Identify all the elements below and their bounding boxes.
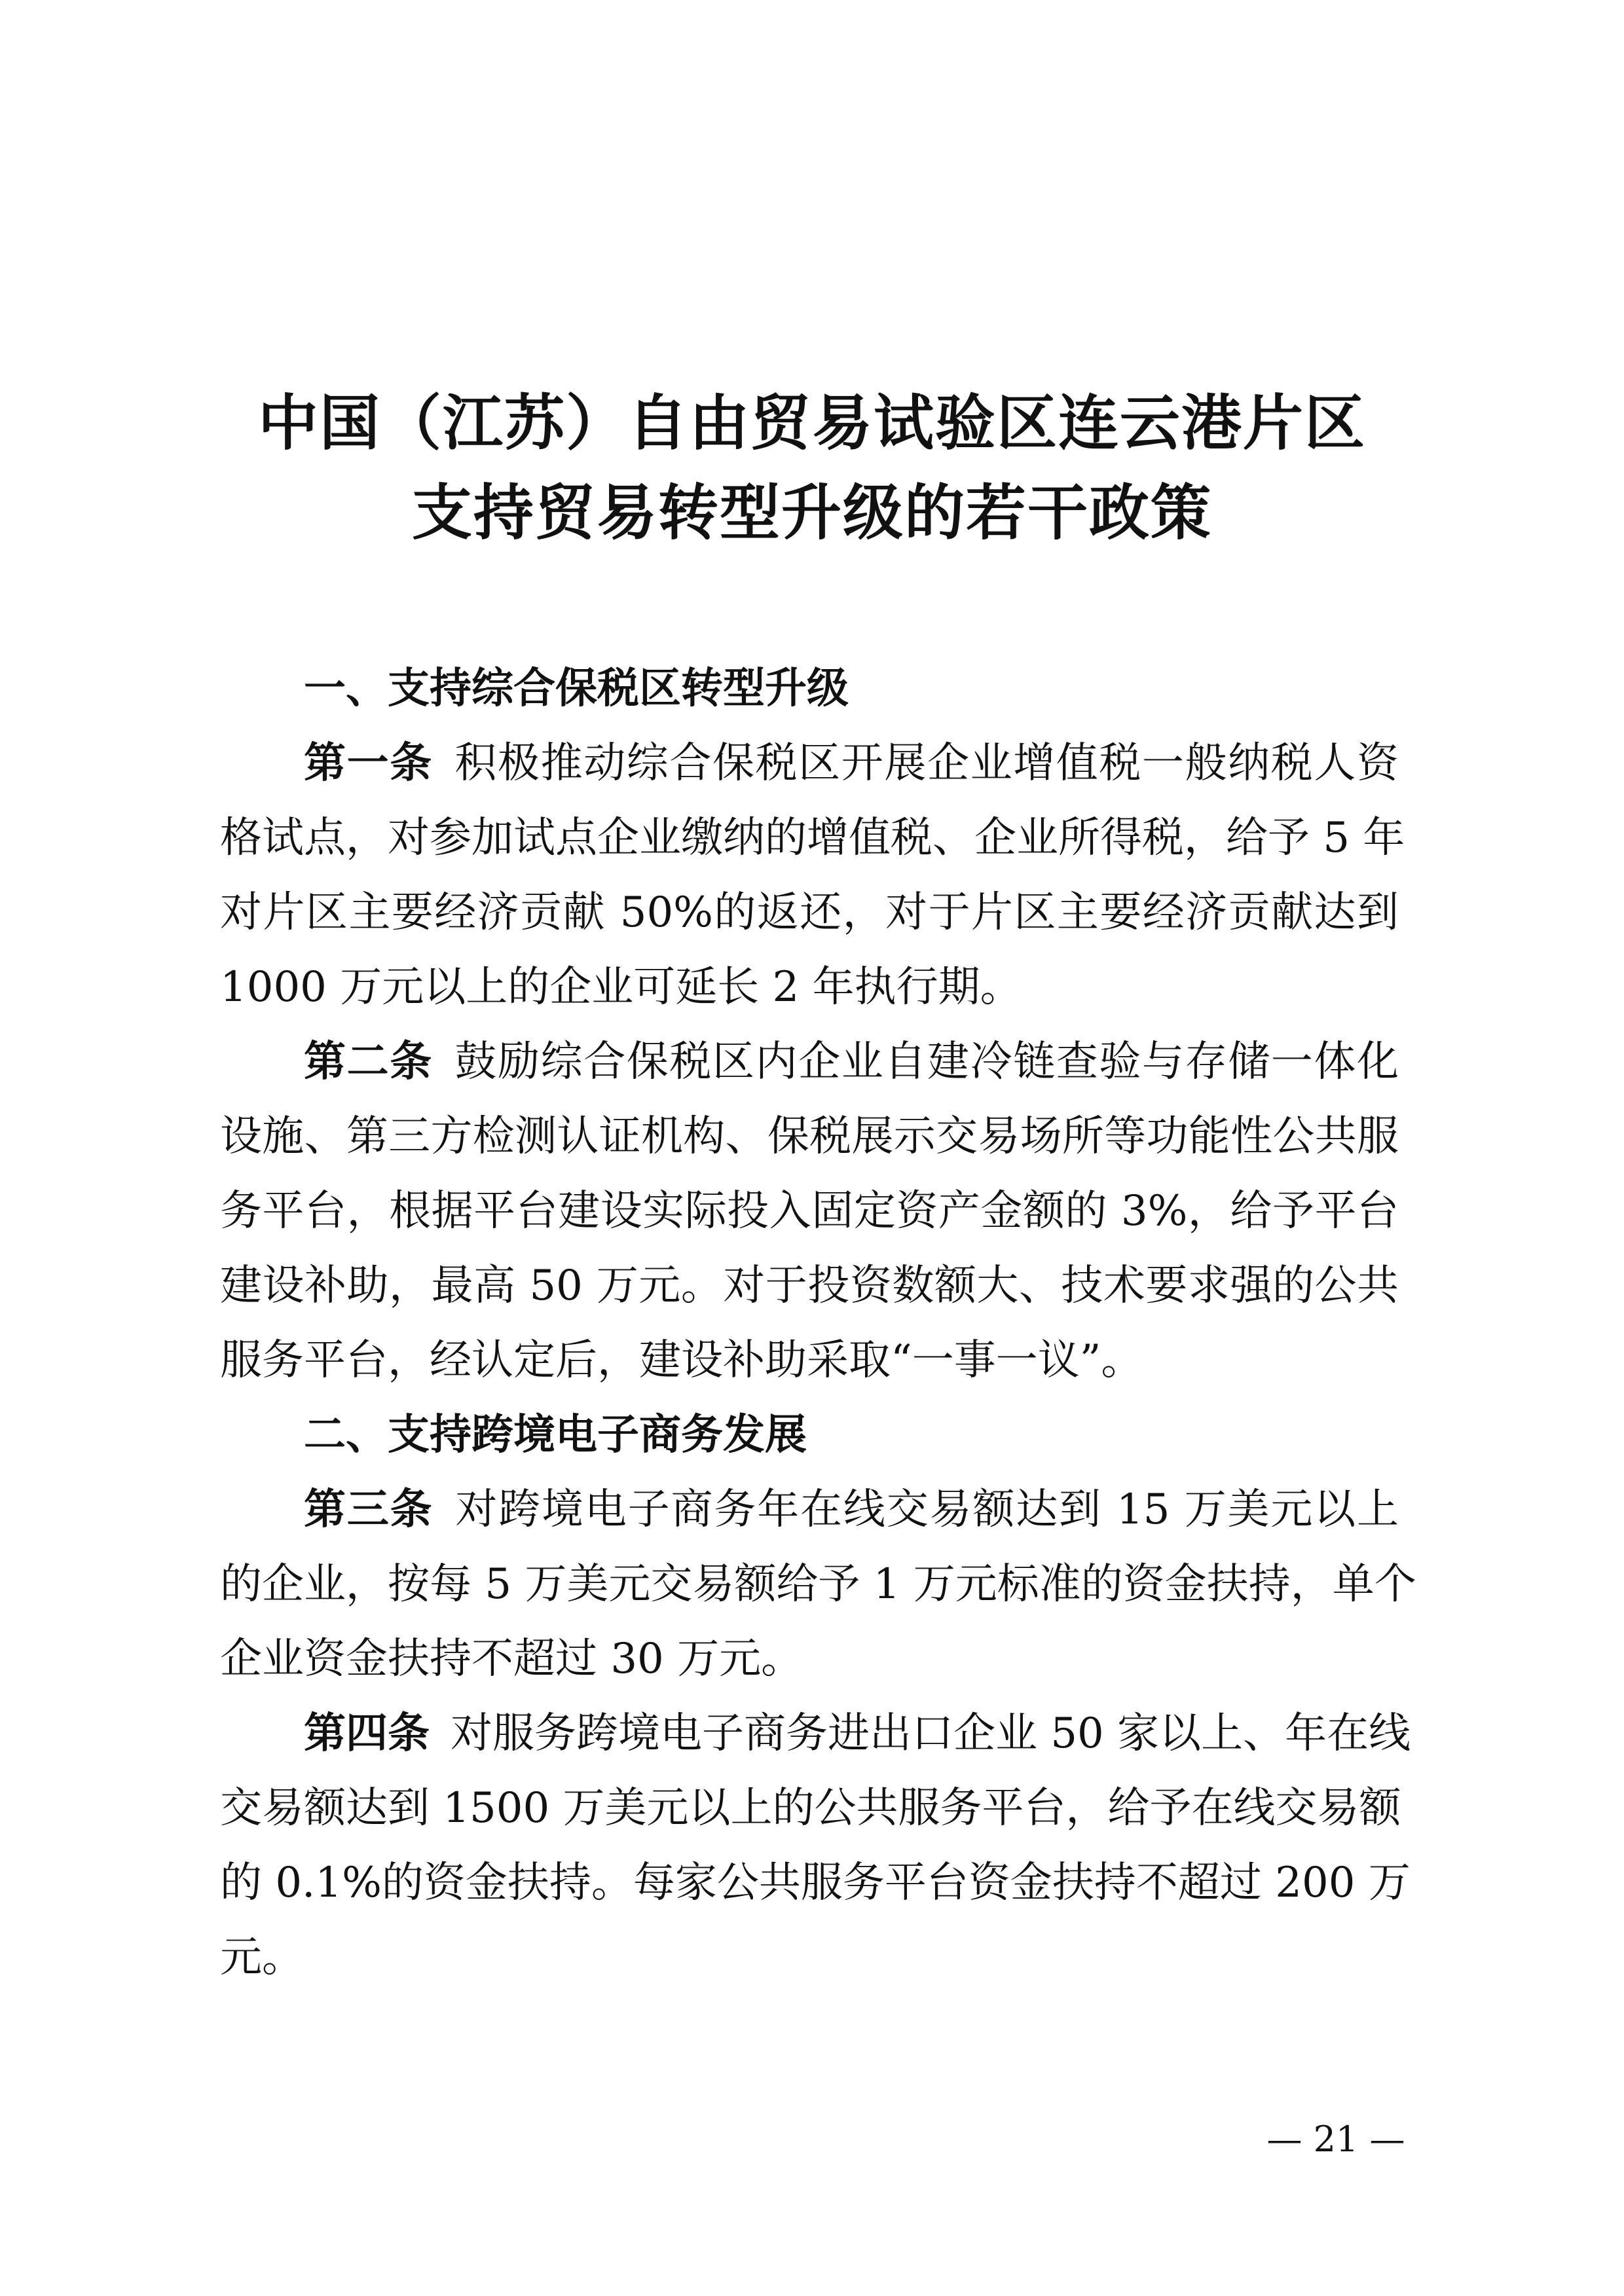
article-3-line-3: 企业资金扶持不超过 30 万元。 [220,1635,803,1683]
article-4-line-4: 元。 [220,1933,304,1982]
section-heading-2: 二、支持跨境电子商务发展 [304,1411,807,1459]
article-3-line-1 [304,1472,1399,1547]
article-3-line-2: 的企业，按每 5 万美元交易额给予 1 万元标准的资金扶持，单个 [220,1560,1416,1609]
section-heading-1: 一、支持综合保税区转型升级 [304,665,849,713]
article-1-text-1: 积极推动综合保税区开展企业增值税一般纳税人资 [453,739,1399,788]
article-4-line-3: 的 0.1%的资金扶持。每家公共服务平台资金扶持不超过 200 万 [220,1859,1411,1907]
article-4-line-1 [304,1696,1411,1771]
article-2-line-2: 设施、第三方检测认证机构、保税展示交易场所等功能性公共服 [220,1112,1399,1161]
article-2-line-1 [304,1025,1399,1099]
article-1-line-3: 对片区主要经济贡献 50%的返还，对于片区主要经济贡献达到 [220,888,1399,937]
document-title-line-1: 中国（江苏）自由贸易试验区连云港片区 [257,388,1366,458]
article-4-line-2: 交易额达到 1500 万美元以上的公共服务平台，给予在线交易额 [220,1784,1401,1832]
article-2-line-5: 服务平台，经认定后，建设补助采取“一事一议”。 [220,1336,1143,1385]
article-3-text-1: 对跨境电子商务年在线交易额达到 15 万美元以上 [454,1485,1399,1534]
article-1-line-4: 1000 万元以上的企业可延长 2 年执行期。 [220,963,1022,1011]
article-2-label: 第二条 [304,1038,433,1086]
document-title-line-2: 支持贸易转型升级的若干政策 [411,478,1212,548]
article-1-label: 第一条 [304,739,433,788]
article-4-text-1: 对服务跨境电子商务进出口企业 50 家以上、年在线 [451,1709,1411,1758]
article-4-label: 第四条 [304,1709,430,1758]
article-1-line-2: 格试点，对参加试点企业缴纳的增值税、企业所得税，给予 5 年 [220,814,1405,862]
page-number: — 21 — [1266,2119,1405,2160]
article-2-line-4: 建设补助，最高 50 万元。对于投资数额大、技术要求强的公共 [220,1262,1399,1310]
article-2-line-3: 务平台，根据平台建设实际投入固定资产金额的 3%，给予平台 [220,1187,1399,1235]
article-3-label: 第三条 [304,1485,434,1534]
article-1-line-1 [304,726,1399,801]
article-2-text-1: 鼓励综合保税区内企业自建冷链查验与存储一体化 [453,1038,1399,1086]
